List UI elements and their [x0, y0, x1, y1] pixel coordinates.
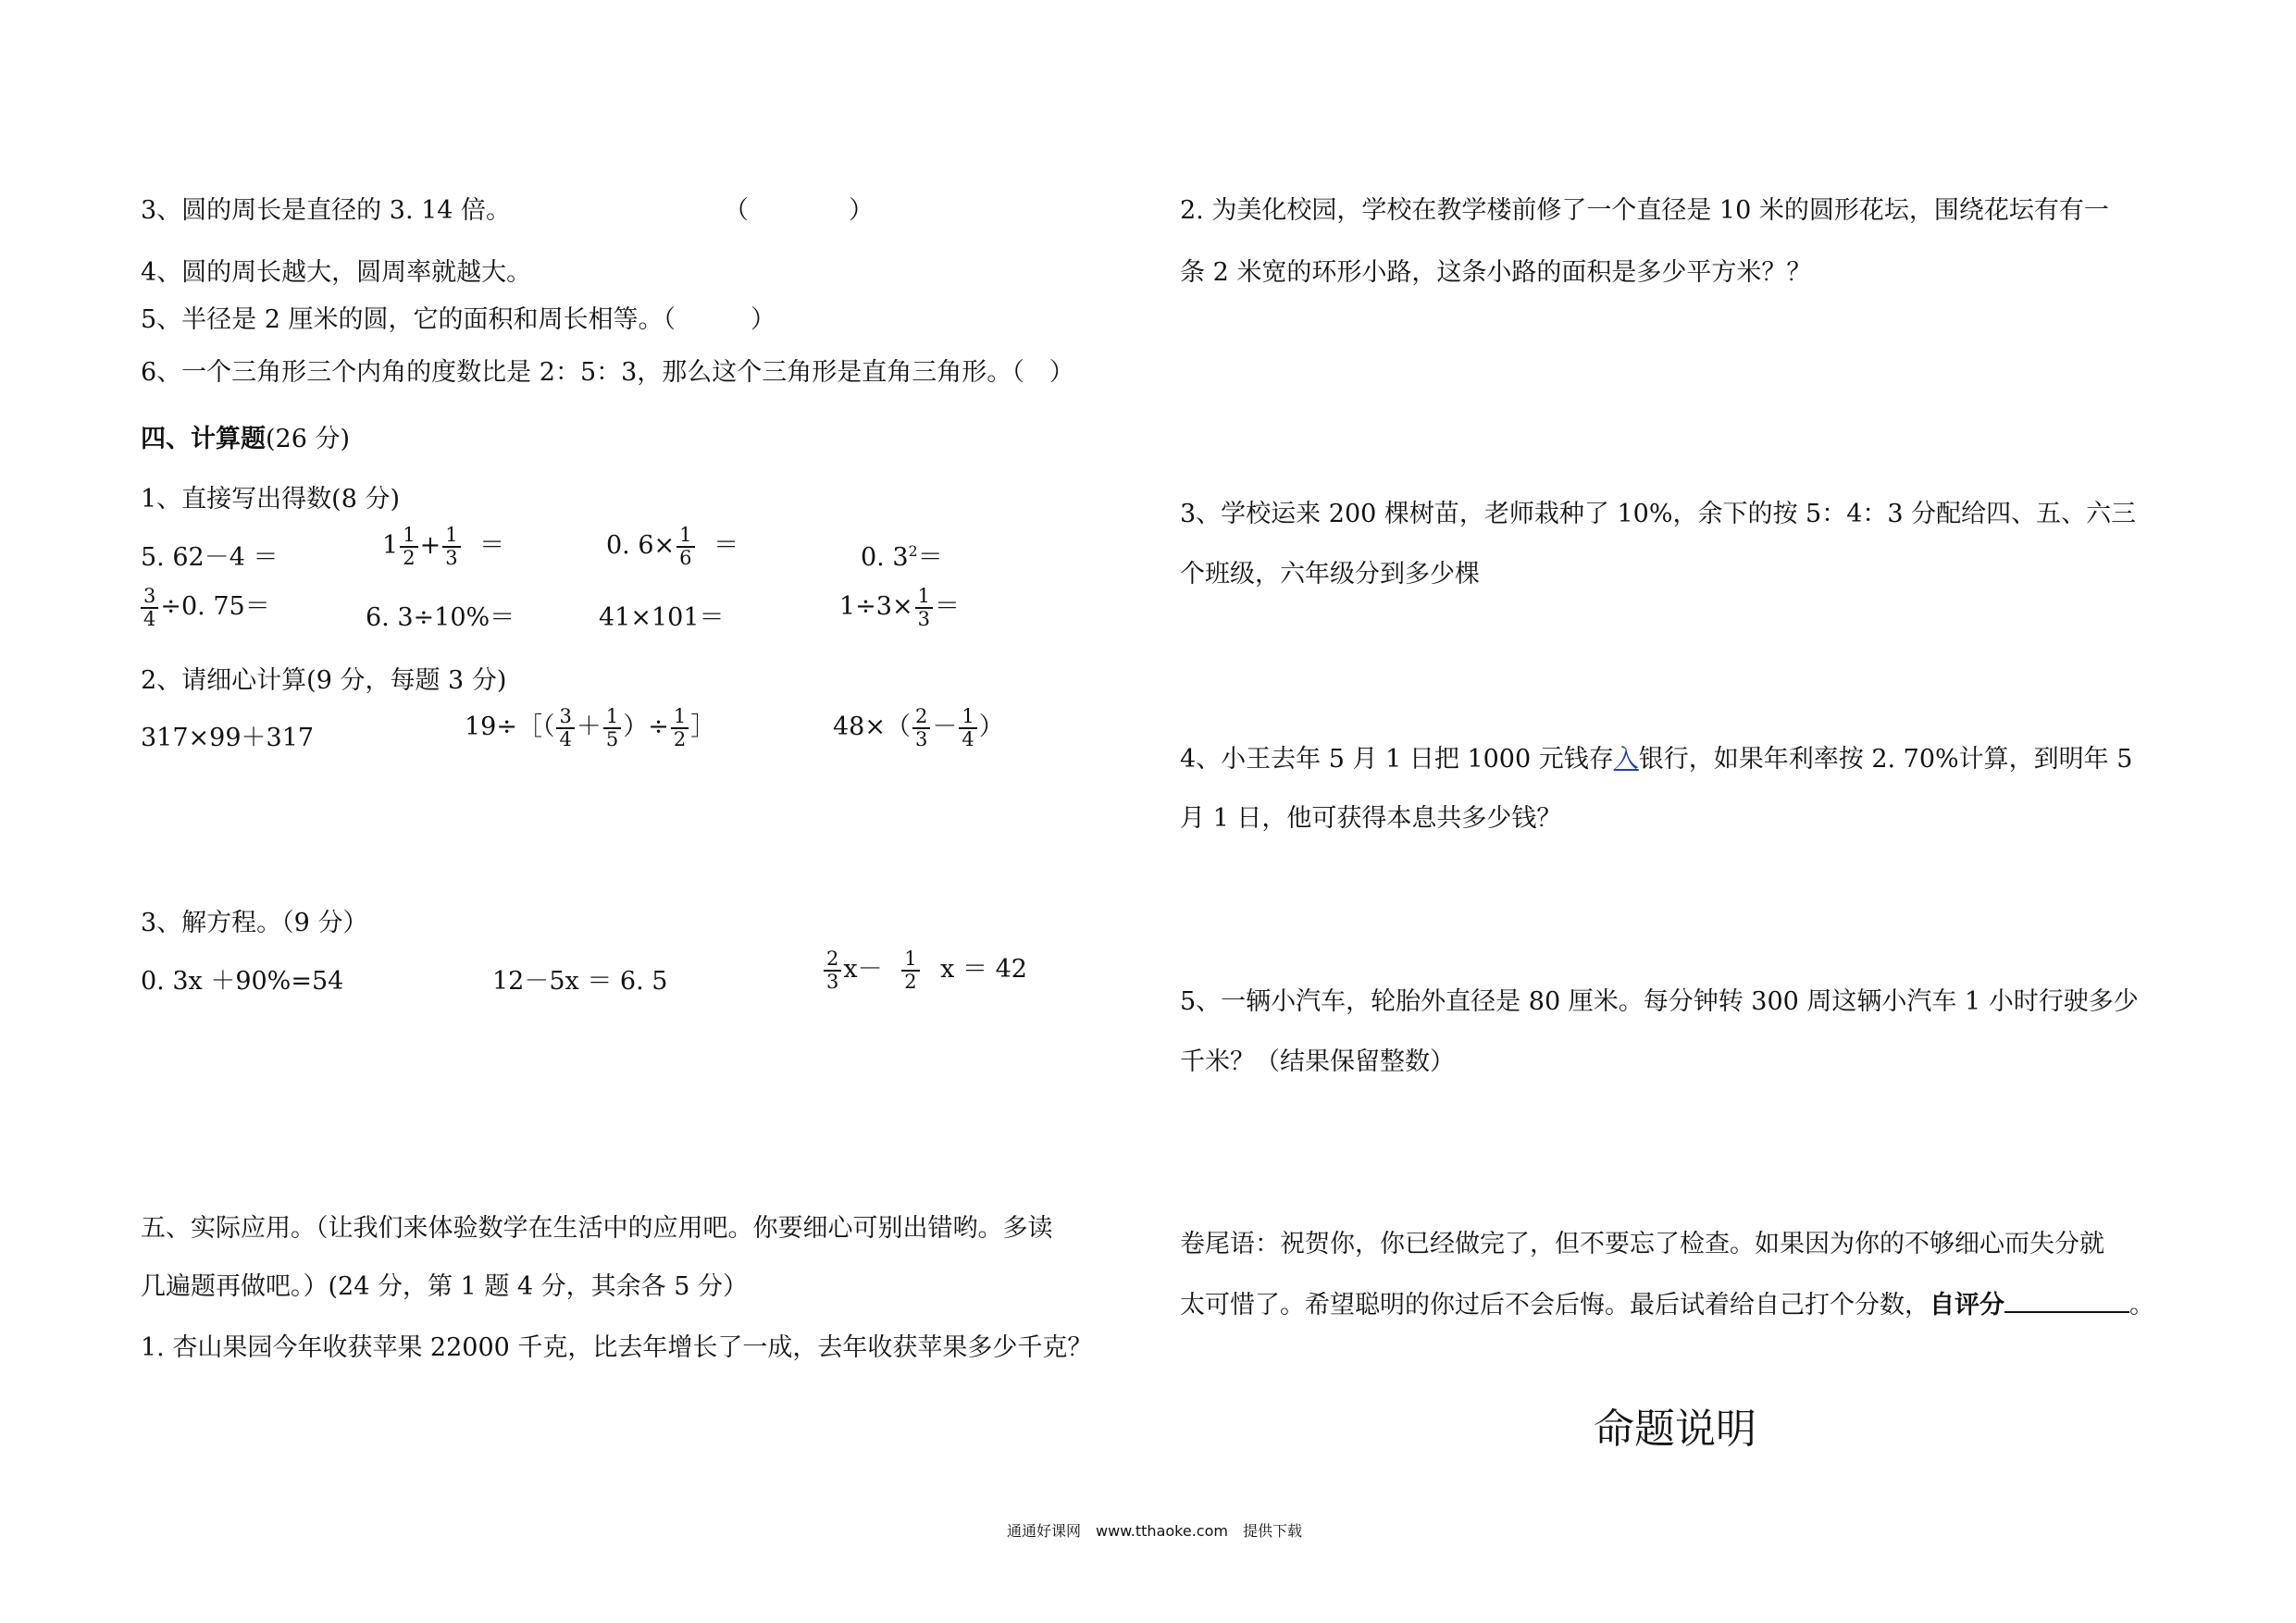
- application-question-1: 1. 杏山果园今年收获苹果 22000 千克，比去年增长了一成，去年收获苹果多少千克？: [141, 1333, 1093, 1362]
- denominator: 4: [143, 607, 156, 630]
- section-4-title: 四、计算题: [141, 425, 266, 453]
- numerator: 1: [442, 525, 460, 547]
- part-2-title: 2、请细心计算(9 分，每题 3 分): [141, 666, 507, 695]
- equation-3: [822, 948, 1027, 992]
- fraction: [915, 586, 933, 628]
- numerator: 1: [676, 525, 694, 547]
- self-score-label: 自评分: [1930, 1291, 2004, 1319]
- fraction: [824, 948, 841, 991]
- denominator: 2: [403, 546, 416, 569]
- closing-note-text: 太可惜了。希望聪明的你过后不会后悔。最后试着给自己打个分数，: [1180, 1291, 1930, 1319]
- denominator: 2: [673, 727, 687, 750]
- tf-question-6: 6、一个三角形三个内角的度数比是 2：5：3，那么这个三角形是直角三角形。（ ）: [141, 358, 1074, 387]
- calc-1-3: [606, 525, 738, 568]
- application-question-4-line-1: [1180, 738, 2132, 774]
- question-4-text-a: 4、小王去年 5 月 1 日把 1000 元钱存: [1180, 745, 1614, 774]
- part-3-title: 3、解方程。（9 分）: [141, 909, 368, 937]
- calc-1-2: [382, 525, 504, 568]
- calc-2-1: 317×99＋317: [141, 724, 315, 752]
- mixed-whole: 1: [382, 531, 399, 560]
- expr-rest: ÷0. 75＝: [160, 592, 270, 621]
- expr-prefix: 0. 6×: [606, 531, 676, 560]
- application-question-4-line-2: 月 1 日，他可获得本息共多少钱？: [1180, 804, 1562, 833]
- denominator: 5: [605, 727, 619, 750]
- application-question-5-line-2: 千米？（结果保留整数）: [1180, 1047, 1455, 1076]
- calc-1-5: [139, 586, 270, 629]
- part-1-title: 1、直接写出得数(8 分): [141, 485, 401, 514]
- fraction: [400, 525, 417, 567]
- power-base: 0. 3: [861, 543, 909, 572]
- section-4-score: (26 分): [266, 425, 351, 453]
- denominator: 2: [904, 970, 917, 993]
- equation-1: 0. 3x ＋90%=54: [141, 967, 344, 996]
- numerator: 1: [901, 948, 919, 971]
- minus: －: [932, 712, 958, 741]
- calc-1-8: [839, 586, 960, 629]
- tf-question-5: 5、半径是 2 厘米的圆，它的面积和周长相等。（ ）: [141, 305, 776, 334]
- fraction: [603, 706, 621, 749]
- numerator: 3: [556, 706, 574, 728]
- numerator: 2: [912, 706, 930, 728]
- fraction: [959, 706, 976, 749]
- closing-period: 。: [2129, 1291, 2154, 1319]
- equals: ＝: [917, 543, 943, 572]
- expr-prefix: 1÷3×: [839, 592, 913, 621]
- expr-end: x ＝ 42: [940, 955, 1027, 984]
- expr-mid: ）÷: [623, 712, 669, 741]
- numerator: 1: [671, 706, 689, 728]
- calc-1-4: [861, 537, 943, 573]
- denominator: 4: [559, 727, 572, 750]
- section-4-heading: [141, 418, 350, 454]
- denominator: 6: [679, 546, 692, 569]
- self-score-blank[interactable]: [2004, 1289, 2129, 1313]
- expr-end: ）: [978, 712, 1004, 741]
- equals: ＝: [479, 531, 505, 560]
- fraction: [912, 706, 930, 749]
- section-title: 命题说明: [1594, 1406, 1756, 1453]
- expr-prefix: 48×（: [833, 712, 911, 741]
- numerator: 2: [824, 948, 841, 971]
- numerator: 1: [959, 706, 976, 728]
- fraction: [556, 706, 574, 749]
- denominator: 3: [914, 727, 928, 750]
- closing-note-line-1: 卷尾语：祝贺你，你已经做完了，但不要忘了检查。如果因为你的不够细心而失分就: [1180, 1230, 2104, 1258]
- tf-question-3-text: 3、圆的周长是直径的 3. 14 倍。: [141, 196, 512, 225]
- calc-2-2: [465, 706, 715, 750]
- denominator: 3: [917, 607, 930, 630]
- calc-1-1: 5. 62－4 ＝: [141, 543, 279, 572]
- application-question-2-line-1: 2. 为美化校园，学校在教学楼前修了一个直径是 10 米的圆形花坛，围绕花坛有有一: [1180, 196, 2109, 225]
- fraction: [141, 586, 158, 628]
- equals: ＝: [714, 531, 739, 560]
- section-5-line-2: 几遍题再做吧。）(24 分，第 1 题 4 分，其余各 5 分）: [141, 1272, 749, 1301]
- numerator: 1: [400, 525, 417, 547]
- tf-question-4: 4、圆的周长越大，圆周率就越大。: [141, 258, 532, 287]
- tf-question-3-bracket[interactable]: （ ）: [724, 196, 874, 225]
- power-exponent: 2: [908, 542, 918, 560]
- expr-mid: x－: [843, 955, 883, 984]
- application-question-3-line-1: 3、学校运来 200 棵树苗，老师栽种了 10%，余下的按 5：4：3 分配给四、五、六三: [1180, 500, 2137, 528]
- denominator: 4: [962, 727, 974, 750]
- calc-1-6: 6. 3÷10%＝: [366, 603, 515, 632]
- numerator: 1: [915, 586, 933, 608]
- plus: ＋: [576, 712, 602, 741]
- numerator: 1: [603, 706, 621, 728]
- equation-2: 12－5x ＝ 6. 5: [492, 967, 668, 996]
- expr-end: ］: [690, 712, 716, 741]
- question-4-text-b: 银行，如果年利率按 2. 70%计算，到明年 5: [1638, 745, 2133, 774]
- calc-2-3: [833, 706, 1004, 750]
- denominator: 3: [445, 546, 458, 569]
- application-question-5-line-1: 5、一辆小汽车，轮胎外直径是 80 厘米。每分钟转 300 周这辆小汽车 1 小时行驶多少: [1180, 987, 2139, 1016]
- numerator: 3: [141, 586, 158, 608]
- closing-note-line-2: [1180, 1284, 2154, 1320]
- expr-prefix: 19÷［（: [465, 712, 555, 741]
- question-4-link[interactable]: 入: [1613, 745, 1639, 774]
- fraction: [442, 525, 460, 567]
- footer-credit: 通通好课网 www.tthaoke.com 提供下载: [1007, 1522, 1302, 1540]
- section-5-line-1: 五、实际应用。（让我们来体验数学在生活中的应用吧。你要细心可别出错哟。多读: [141, 1214, 1053, 1243]
- fraction: [671, 706, 689, 749]
- fraction: [901, 948, 919, 991]
- calc-1-7: 41×101＝: [599, 603, 725, 632]
- fraction: [676, 525, 694, 567]
- plus: +: [419, 531, 441, 560]
- application-question-2-line-2: 条 2 米宽的环形小路，这条小路的面积是多少平方米？？: [1180, 258, 1812, 287]
- application-question-3-line-2: 个班级，六年级分到多少棵: [1180, 560, 1480, 588]
- equals: ＝: [934, 592, 960, 621]
- denominator: 3: [826, 970, 839, 993]
- tf-question-3: [141, 190, 511, 226]
